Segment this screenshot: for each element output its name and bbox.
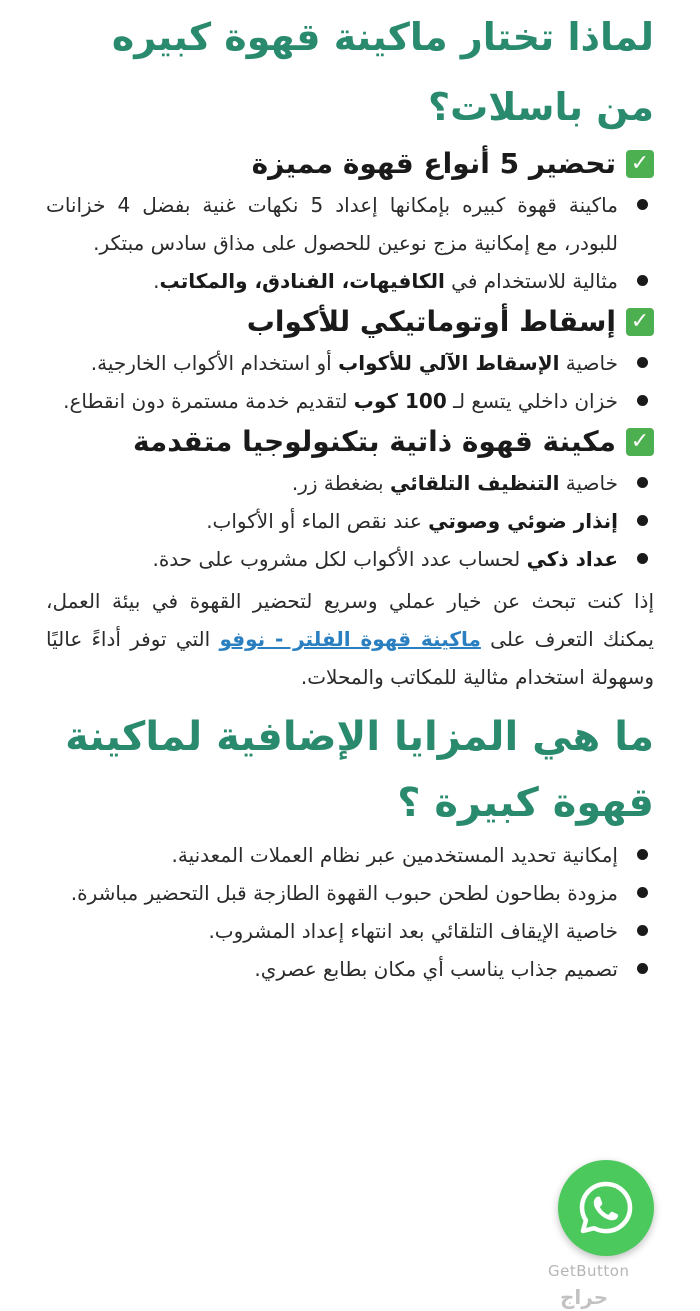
feature-heading — [46, 420, 654, 464]
haraj-watermark: حراج — [560, 1285, 609, 1309]
text-run: خاصية — [559, 351, 618, 375]
feature-heading-text: مكينة قهوة ذاتية بتكنولوجيا متقدمة — [132, 425, 616, 458]
text-run: مزودة بطاحون لطحن حبوب القهوة الطازجة قبل التحضير مباشرة. — [70, 881, 618, 905]
list-item — [46, 186, 654, 262]
text-run: لتقديم خدمة مستمرة دون انقطاع. — [63, 389, 354, 413]
bold-text: الإسقاط الآلي للأكواب — [338, 351, 560, 375]
text-run: ماكينة قهوة كبيره بإمكانها إعداد 5 نكهات غنية بفضل 4 خزانات للبودر، مع إمكانية مزج نوعين للحصول على مذاق سادس مبتكر. — [46, 193, 618, 255]
whatsapp-button[interactable] — [558, 1160, 654, 1256]
bold-text: التنظيف التلقائي — [389, 471, 560, 495]
bold-text: إنذار ضوئي وصوتي — [428, 509, 618, 533]
text-run: أو استخدام الأكواب الخارجية. — [90, 351, 339, 375]
list-item — [46, 464, 654, 502]
list-item — [46, 344, 654, 382]
section-title-why: لماذا تختار ماكينة قهوة كبيره من باسلات؟ — [111, 15, 654, 129]
text-run: بضغطة زر. — [291, 471, 390, 495]
feature-heading-text: تحضير 5 أنواع قهوة مميزة — [251, 147, 616, 180]
text-run: . — [153, 269, 160, 293]
list-item — [46, 950, 654, 988]
check-mark-icon: ✓ — [626, 308, 654, 336]
bold-text: الكافيهات، الفنادق، والمكاتب — [159, 269, 445, 293]
list-item — [46, 836, 654, 874]
feature-block-2 — [46, 300, 654, 420]
feature-heading — [46, 142, 654, 186]
text-run: إمكانية تحديد المستخدمين عبر نظام العملات المعدنية. — [171, 843, 618, 867]
feature-heading — [46, 300, 654, 344]
bold-text: عداد ذكي — [526, 547, 618, 571]
product-link[interactable]: ماكينة قهوة الفلتر - نوفو — [219, 627, 481, 651]
whatsapp-icon — [577, 1179, 635, 1237]
list-item — [46, 262, 654, 300]
extra-features-bullets — [46, 836, 654, 988]
text-run: مثالية للاستخدام في — [444, 269, 618, 293]
section-title-extra-features: ما هي المزايا الإضافية لماكينة قهوة كبيرة ؟ — [65, 714, 654, 826]
feature-bullets — [46, 344, 654, 420]
list-item — [46, 874, 654, 912]
text-run: خاصية — [559, 471, 618, 495]
feature-bullets — [46, 464, 654, 578]
getbutton-watermark: GetButton — [548, 1262, 630, 1280]
text-run: التي توفر أداءً عاليًا وسهولة استخدام مثالية للمكاتب والمحلات. — [46, 627, 654, 689]
feature-bullets — [46, 186, 654, 300]
check-mark-icon: ✓ — [626, 150, 654, 178]
text-run: عند نقص الماء أو الأكواب. — [206, 509, 429, 533]
list-item — [46, 382, 654, 420]
text-run: خاصية الإيقاف التلقائي بعد انتهاء إعداد المشروب. — [208, 919, 618, 943]
text-run: تصميم جذاب يناسب أي مكان بطابع عصري. — [254, 957, 618, 981]
bold-text: 100 كوب — [353, 389, 447, 413]
intro-paragraph — [46, 582, 654, 696]
feature-block-3 — [46, 420, 654, 578]
text-run: لحساب عدد الأكواب لكل مشروب على حدة. — [152, 547, 527, 571]
feature-block-1 — [46, 142, 654, 300]
list-item — [46, 912, 654, 950]
feature-heading-text: إسقاط أوتوماتيكي للأكواب — [246, 305, 616, 338]
text-run: إذا كنت تبحث عن خيار عملي وسريع لتحضير القهوة في بيئة العمل، يمكنك التعرف على — [46, 589, 654, 651]
check-mark-icon: ✓ — [626, 428, 654, 456]
list-item — [46, 540, 654, 578]
list-item — [46, 502, 654, 540]
text-run: خزان داخلي يتسع لـ — [446, 389, 618, 413]
